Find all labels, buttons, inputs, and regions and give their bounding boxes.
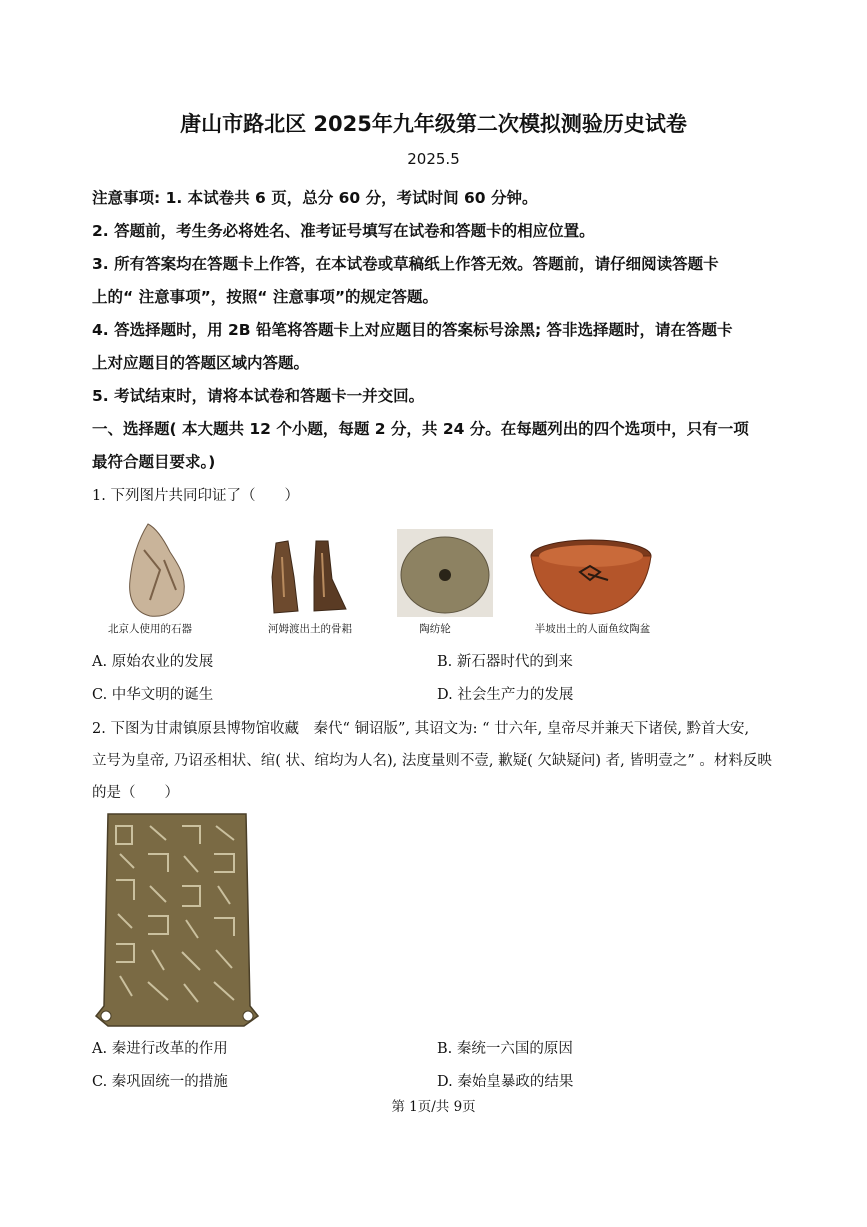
notice-line-4: 上的“ 注意事项”，按照“ 注意事项”的规定答题。 [92, 288, 439, 306]
notice-line-3: 3. 所有答案均在答题卡上作答，在本试卷或草稿纸上作答无效。答题前，请仔细阅读答题卡 [92, 255, 719, 273]
notice-line-6: 上对应题目的答题区域内答题。 [92, 354, 310, 372]
section-heading-1: 一、选择题( 本大题共 12 个小题，每题 2 分，共 24 分。在每题列出的四个选项中，只有一项 [92, 420, 749, 438]
bone-spade-image [268, 537, 352, 617]
q2-stem-line-1: 2. 下图为甘肃镇原县博物馆收藏 秦代“ 铜诏版”, 其诏文为: “ 廿六年, 皇帝尽并兼天下诸侯, 黔首大安, [92, 721, 750, 737]
section-heading-2: 最符合题目要求。) [92, 453, 216, 471]
q2-option-b: B. 秦统一六国的原因 [437, 1041, 573, 1057]
q2-option-c: C. 秦巩固统一的措施 [92, 1074, 228, 1090]
exam-date: 2025.5 [407, 150, 460, 168]
notice-line-7: 5. 考试结束时，请将本试卷和答题卡一并交回。 [92, 387, 425, 405]
q2-stem-line-3: 的是（ ） [92, 785, 179, 801]
q1-option-a: A. 原始农业的发展 [92, 654, 214, 670]
caption-spindle-whorl: 陶纺轮 [419, 623, 451, 635]
caption-painted-basin: 半坡出土的人面鱼纹陶盆 [534, 623, 651, 635]
notice-line-1: 注意事项: 1. 本试卷共 6 页，总分 60 分，考试时间 60 分钟。 [92, 189, 538, 207]
q1-option-d: D. 社会生产力的发展 [437, 687, 574, 703]
notice-line-2: 2. 答题前，考生务必将姓名、准考证号填写在试卷和答题卡的相应位置。 [92, 222, 595, 240]
bronze-edict-tablet-image [94, 810, 259, 1030]
q2-option-a: A. 秦进行改革的作用 [92, 1041, 228, 1057]
spindle-whorl-image [397, 529, 493, 617]
q1-option-b: B. 新石器时代的到来 [437, 654, 573, 670]
page-footer: 第 1页/共 9页 [391, 1099, 476, 1115]
q1-option-c: C. 中华文明的诞生 [92, 687, 214, 703]
stone-tool-image [120, 520, 192, 620]
q1-stem: 1. 下列图片共同印证了（ ） [92, 488, 299, 504]
painted-basin-image [528, 536, 654, 618]
q2-stem-line-2: 立号为皇帝, 乃诏丞相状、绾( 状、绾均为人名), 法度量则不壹, 歉疑( 欠缺疑问) 者, 皆明壹之” 。材料反映 [92, 753, 772, 769]
page-title: 唐山市路北区 2025年九年级第二次模拟测验历史试卷 [180, 112, 687, 136]
notice-line-5: 4. 答选择题时，用 2B 铅笔将答题卡上对应题目的答案标号涂黑; 答非选择题时，请在答题卡 [92, 321, 733, 339]
q2-option-d: D. 秦始皇暴政的结果 [437, 1074, 574, 1090]
caption-stone-tool: 北京人使用的石器 [108, 623, 192, 635]
caption-bone-spade: 河姆渡出土的骨耜 [268, 623, 352, 635]
